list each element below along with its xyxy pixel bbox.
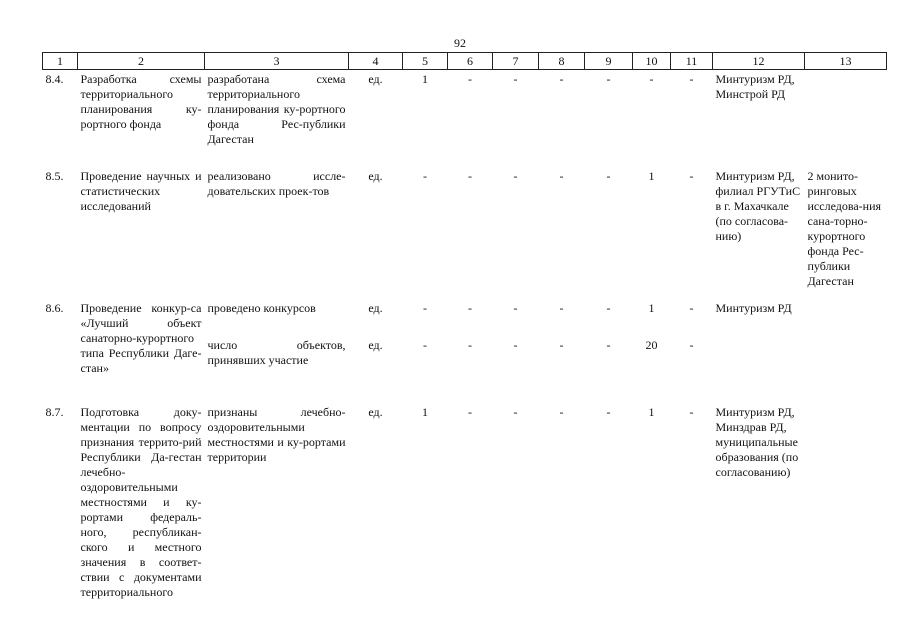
value-cell [493, 299, 539, 403]
note-cell: 2 монито-ринговых исследова-ния сана-торно-курортного фонда Рес-публики Дагестан [807, 168, 882, 288]
executor-cell: Минтуризм РД [715, 300, 792, 315]
executor-cell: Минтуризм РД, Минздрав РД, муниципальные образования (по согласованию) [715, 404, 799, 479]
value-cell: - [689, 168, 694, 183]
note-cell [805, 70, 887, 167]
action-cell: Подготовка доку-ментации по вопросу признания террито-рий Республики Да-гестан лечебно-оздоровительными местностями и ку-рортами федераль-ного, республикан-ского и местного значения в соответ-ствии с документами территориального [80, 404, 202, 599]
row-number: 8.7. [45, 404, 64, 419]
value-cell: - [559, 72, 564, 86]
col-header: 3 [205, 53, 349, 70]
value: - [423, 337, 427, 352]
value-cell [585, 299, 633, 403]
unit-line: ед. [368, 300, 383, 315]
col-header: 11 [671, 53, 713, 70]
value: - [689, 337, 694, 352]
value-cell: - [468, 168, 472, 183]
indicator-cell: разработана схема территориального планирования ку-рортного фонда Рес-публики Дагестан [207, 72, 346, 146]
value: - [468, 300, 472, 315]
value: - [559, 300, 564, 315]
value-cell: 1 [648, 404, 655, 419]
value: 1 [648, 300, 655, 315]
value: - [468, 337, 472, 352]
col-header: 4 [349, 53, 403, 70]
value-cell: - [559, 168, 564, 183]
page-number: 92 [454, 36, 466, 50]
col-header: 5 [403, 53, 448, 70]
unit-cell [349, 299, 403, 403]
value: - [513, 337, 518, 352]
unit-line: ед. [368, 337, 383, 352]
indicator-line: число объектов, принявших участие [207, 337, 346, 367]
value-cell: - [606, 72, 611, 86]
header-row [43, 53, 887, 70]
value-cell [671, 299, 713, 403]
value-cell [539, 299, 585, 403]
row-number: 8.5. [45, 168, 64, 183]
value-cell: - [649, 72, 654, 86]
col-header: 13 [805, 53, 887, 70]
col-header: 7 [493, 53, 539, 70]
executor-cell: Минтуризм РД, филиал РГУТиС в г. Махачкале (по согласова-нию) [715, 168, 801, 243]
action-cell: Разработка схемы территориального планирования ку-рортного фонда [80, 72, 202, 131]
unit-cell: ед. [368, 72, 383, 86]
table-row [43, 70, 887, 167]
table-row [43, 299, 887, 403]
value-cell [633, 299, 671, 403]
value: - [559, 337, 564, 352]
action-cell: Проведение научных и статистических исследований [80, 168, 202, 213]
table-row [43, 167, 887, 299]
col-header: 9 [585, 53, 633, 70]
row-number: 8.6. [45, 300, 64, 315]
col-header: 1 [43, 53, 78, 70]
value: - [606, 300, 611, 315]
value: 20 [645, 337, 658, 352]
value: - [606, 337, 611, 352]
value-cell [403, 299, 448, 403]
action-cell: Проведение конкур-са «Лучший объект санаторно-курортного типа Республики Даге-стан» [80, 300, 202, 375]
col-header: 6 [448, 53, 493, 70]
value-cell: - [513, 72, 518, 86]
col-header: 8 [539, 53, 585, 70]
note-cell [805, 299, 887, 403]
value-cell: 1 [422, 72, 428, 86]
table-row [43, 403, 887, 603]
value-cell: 1 [422, 404, 428, 419]
unit-cell: ед. [368, 168, 383, 183]
value-cell: - [513, 168, 518, 183]
col-header: 12 [713, 53, 805, 70]
value-cell: - [468, 404, 472, 419]
col-header: 2 [78, 53, 205, 70]
unit-cell: ед. [368, 404, 383, 419]
row-number: 8.4. [45, 72, 64, 86]
value-cell: - [468, 72, 472, 86]
value-cell: - [606, 404, 611, 419]
value: - [423, 300, 427, 315]
value-cell: - [606, 168, 611, 183]
value-cell: - [689, 404, 694, 419]
value: - [689, 300, 694, 315]
value-cell: - [689, 72, 694, 86]
value-cell: - [513, 404, 518, 419]
value-cell: 1 [648, 168, 655, 183]
executor-cell: Минтуризм РД, Минстрой РД [715, 72, 795, 101]
indicator-cell: реализовано иссле-довательских проек-тов [207, 168, 346, 198]
note-cell [805, 403, 887, 603]
value-cell [448, 299, 493, 403]
value-cell: - [423, 168, 427, 183]
program-table [42, 52, 887, 603]
col-header: 10 [633, 53, 671, 70]
value: - [513, 300, 518, 315]
indicator-line: проведено конкурсов [207, 300, 316, 315]
indicator-cell: признаны лечебно-оздоровительными местностями и ку-рортами территории [207, 404, 346, 464]
indicator-cell [205, 299, 349, 403]
value-cell: - [559, 404, 564, 419]
